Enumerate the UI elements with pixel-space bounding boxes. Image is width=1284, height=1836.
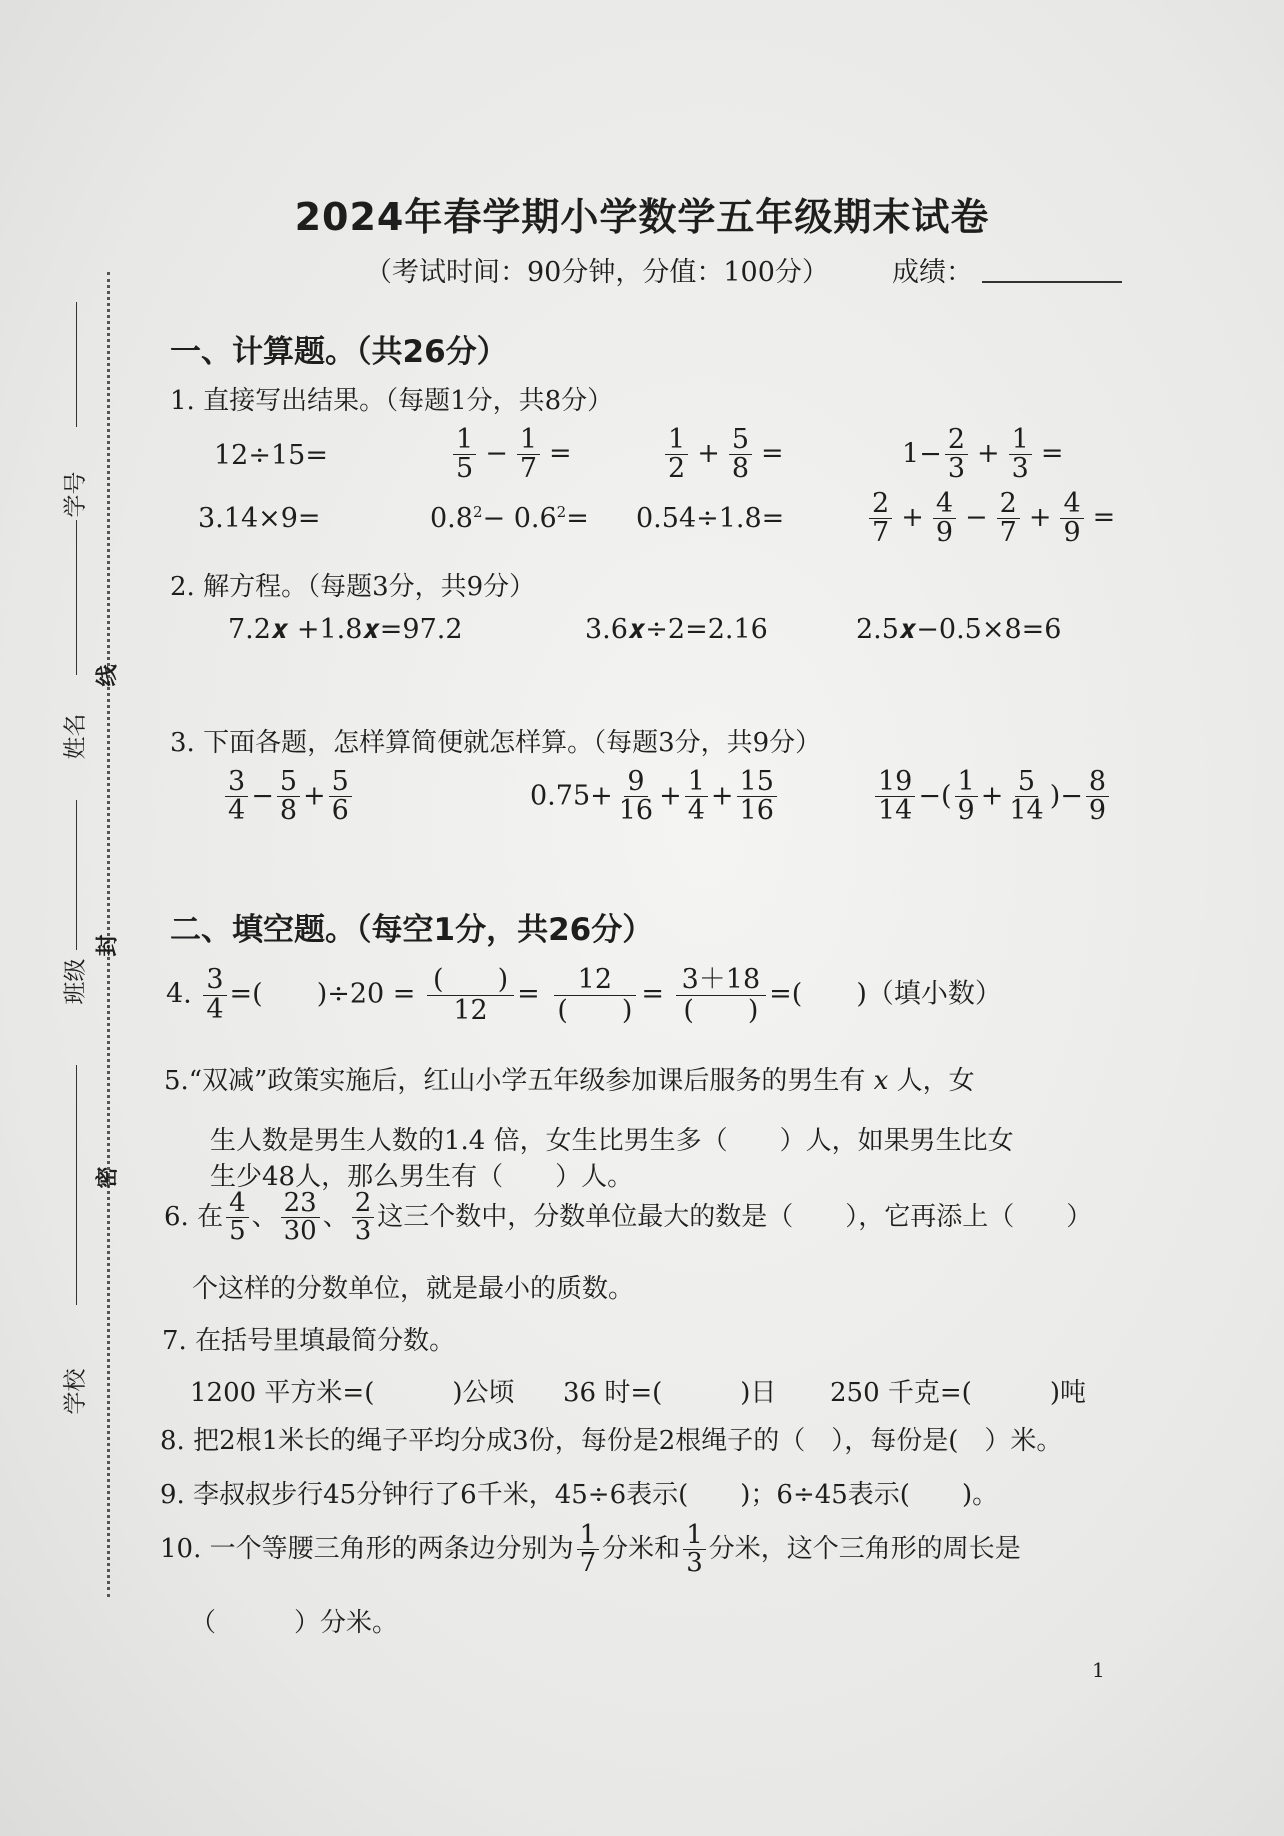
class-line [76, 800, 77, 950]
score-blank-line[interactable] [982, 281, 1122, 283]
q2-eq1: 7.2𝒙 +1.8𝒙=97.2 [228, 614, 463, 645]
q1-row1-c: $\frac{1}{2}$ + $\frac{5}{8}$ = [662, 426, 790, 484]
seal-char-secret: 密 [95, 1166, 121, 1189]
q3-expr3: $\frac{19}{14}$ −( $\frac{1}{9}$ + $\frac{5}{14}$ )− $\frac{8}{9}$ [872, 768, 1112, 826]
student-no-line [76, 302, 77, 427]
q7-label: 7. 在括号里填最简分数。 [162, 1326, 456, 1356]
q8-text: 8. 把2根1米长的绳子平均分成3份，每份是2根绳子的（ ），每份是( ）米。 [160, 1426, 1063, 1456]
seal-char-seal: 封 [95, 934, 121, 957]
name-line [76, 520, 77, 675]
exam-subtitle: （考试时间：90分钟，分值：100分） [365, 257, 829, 288]
q6-line1: 6. 在 $\frac{4}{5}$ 、 $\frac{23}{30}$ 、 $\frac{2}{3}$ 这三个数中，分数单位最大的数是（ ），它再添上（ ） [164, 1188, 1093, 1247]
q5-line1: 5.“双减”政策实施后，红山小学五年级参加课后服务的男生有 𝑥 人，女 [164, 1066, 975, 1096]
q7-c: 250 千克=( )吨 [830, 1378, 1086, 1408]
q1-row2-b: $0.8^2- 0.6^2=$ [430, 503, 589, 534]
section2-title: 二、填空题。（每空1分，共26分） [170, 912, 654, 948]
score-label: 成绩： [892, 257, 973, 288]
q7-b: 36 时=( )日 [563, 1378, 777, 1408]
q3-expr2: 0.75+ $\frac{9}{16}$ + $\frac{1}{4}$ + $\frac{15}{16}$ [530, 768, 780, 826]
q6-line2: 个这样的分数单位，就是最小的质数。 [192, 1274, 635, 1304]
class-label: 班级 [62, 958, 89, 1005]
q10-line1: 10. 一个等腰三角形的两条边分别为 $\frac{1}{7}$ 分米和 $\frac{1}{3}$ 分米，这个三角形的周长是 [160, 1520, 1021, 1579]
q2-label: 2. 解方程。（每题3分，共9分） [170, 572, 536, 602]
q1-label: 1. 直接写出结果。（每题1分，共8分） [170, 386, 614, 416]
q1-row2-a: 3.14×9= [198, 503, 321, 534]
q1-row1-a: 12÷15= [214, 440, 328, 471]
q5-line2: 生人数是男生人数的1.4 倍，女生比男生多（ ）人，如果男生比女 [210, 1126, 1014, 1156]
seal-char-line: 线 [95, 664, 121, 687]
q4-expression: 4. $\frac{3}{4}$ =( )÷20 = ( ) 12 = 12 ( ) = 3＋18 ( ) =( )（填小数） [166, 964, 1002, 1026]
q1-row2-d: $\frac{2}{7}$ + $\frac{4}{9}$ − $\frac{2}{7}$ + $\frac{4}{9}$ = [866, 490, 1121, 548]
q3-label: 3. 下面各题，怎样算简便就怎样算。（每题3分，共9分） [170, 728, 822, 758]
q3-expr1: $\frac{3}{4}$ − $\frac{5}{8}$ + $\frac{5}{6}$ [222, 768, 355, 826]
student-no-label: 学号 [62, 471, 89, 518]
name-label: 姓名 [62, 713, 89, 760]
q1-row2-c: 0.54÷1.8= [636, 503, 785, 534]
q1-row1-d: 1− $\frac{2}{3}$ + $\frac{1}{3}$ = [902, 424, 1064, 485]
section1-title: 一、计算题。（共26分） [170, 334, 508, 370]
school-label: 学校 [62, 1368, 89, 1415]
q9-text: 9. 李叔叔步行45分钟行了6千米，45÷6表示( )；6÷45表示( )。 [160, 1480, 999, 1510]
q2-eq3: 2.5𝒙−0.5×8=6 [856, 614, 1062, 645]
page-number: 1 [1092, 1658, 1105, 1682]
q5-line3: 生少48人，那么男生有（ ）人。 [210, 1162, 634, 1192]
school-line [76, 1065, 77, 1305]
exam-title: 2024年春学期小学数学五年级期末试卷 [294, 195, 990, 239]
q7-a: 1200 平方米=( )公顷 [190, 1378, 515, 1408]
q2-eq2: 3.6𝒙÷2=2.16 [585, 614, 768, 645]
q10-line2: （ ）分米。 [190, 1608, 399, 1638]
q1-row1-b: $\frac{1}{5}$ − $\frac{1}{7}$ = [450, 426, 578, 484]
